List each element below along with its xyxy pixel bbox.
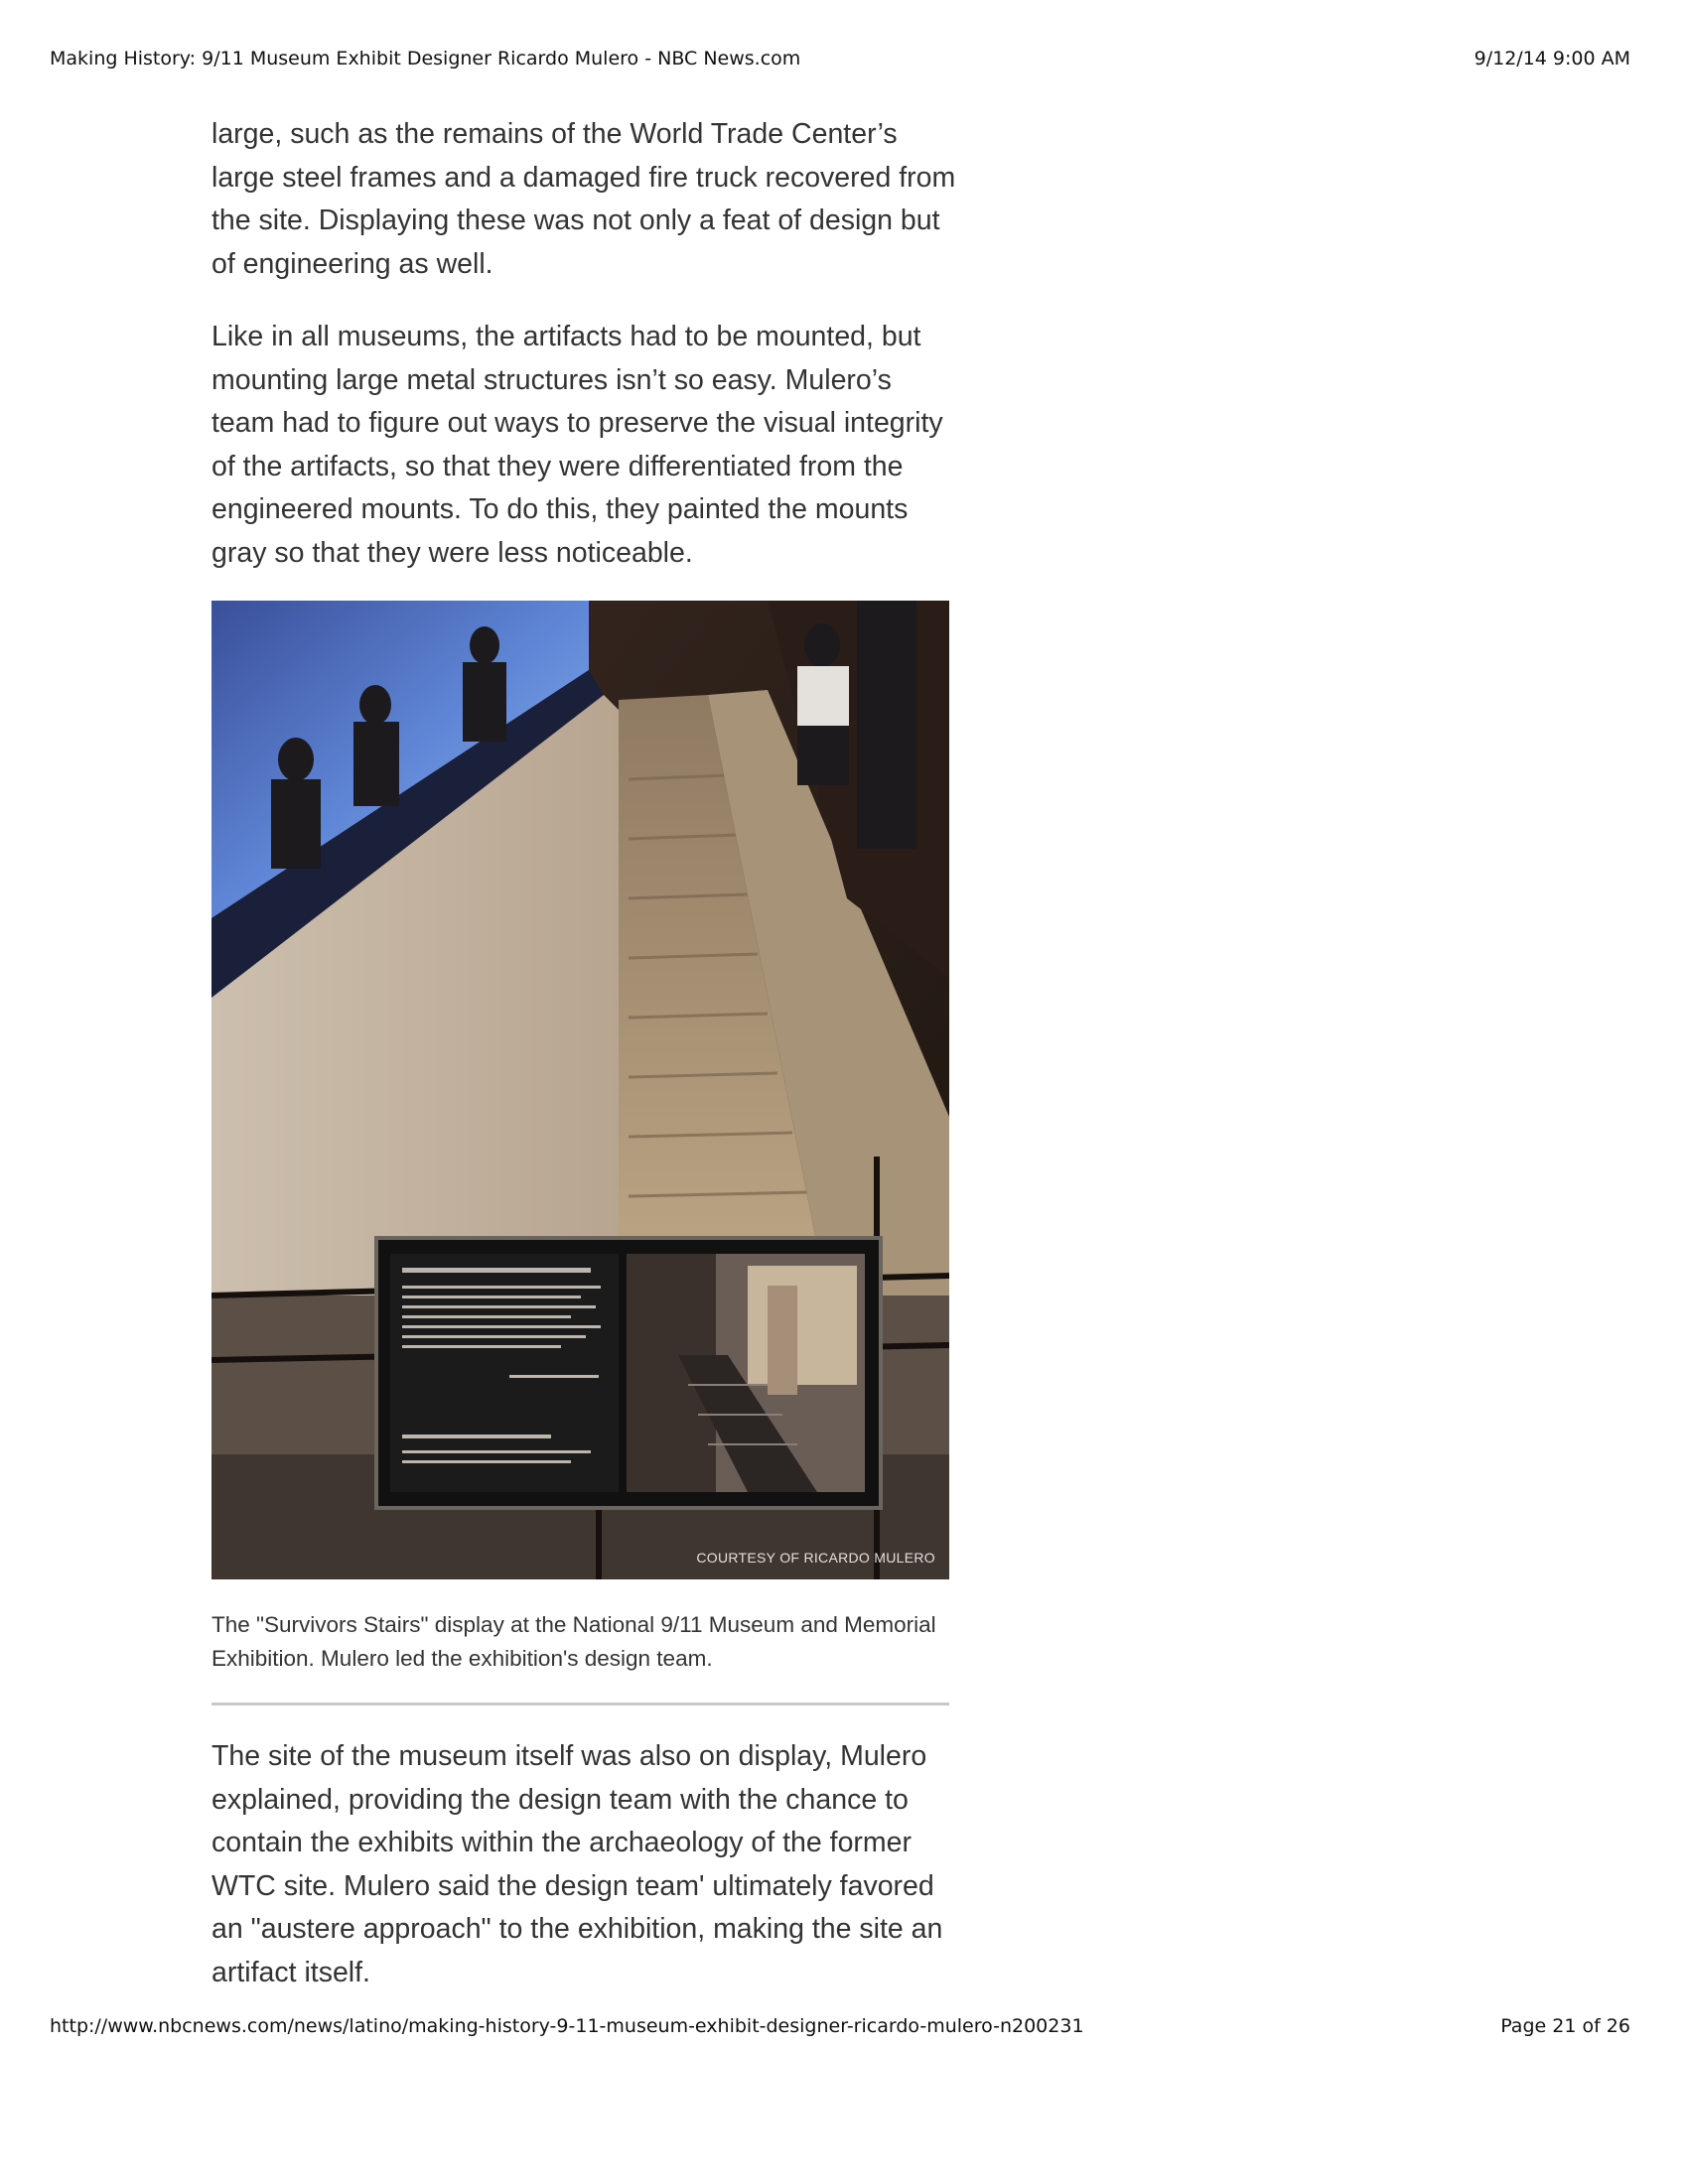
exhibit-sign — [376, 1238, 881, 1508]
article-paragraph: The site of the museum itself was also on display, Mulero explained, providing the design team with the chance to contain the exhibits within the archaeology of the former WTC site. Mulero said the design team' ultimately favored an "austere approach" to the exhibition, making the site an artifact itself. — [211, 1740, 943, 1988]
print-header-datetime: 9/12/14 9:00 AM — [1474, 48, 1630, 69]
article-paragraph: large, such as the remains of the World Trade Center’s large steel frames and a damaged fire truck recovered from the site. Displaying these was not only a feat of design but of engineering as well. — [211, 118, 956, 280]
print-header — [50, 48, 1630, 69]
print-footer — [50, 2015, 1630, 2037]
print-footer-url: http://www.nbcnews.com/news/latino/making-history-9-11-museum-exhibit-designer-ricardo-mulero-n200231 — [50, 2015, 1084, 2037]
article-paragraph: Like in all museums, the artifacts had to be mounted, but mounting large metal structures isn’t so easy. Mulero’s team had to figure out ways to preserve the visual integrity of the artifacts, so that they were differentiated from the engineered mounts. To do this, they painted the mounts gray so that they were less noticeable. — [211, 321, 943, 569]
photo-illustration — [211, 601, 949, 1579]
photo-caption: The "Survivors Stairs" display at the National 9/11 Museum and Memorial Exhibition. Mulero led the exhibition's design team. — [211, 1612, 936, 1671]
survivors-stairs-photo — [211, 601, 949, 1579]
caption-divider — [211, 1703, 949, 1706]
print-footer-page: Page 21 of 26 — [1500, 2015, 1630, 2037]
photo-credit: COURTESY OF RICARDO MULERO — [696, 1550, 935, 1566]
article-body-top — [211, 113, 958, 575]
print-header-title: Making History: 9/11 Museum Exhibit Designer Ricardo Mulero - NBC News.com — [50, 48, 801, 69]
article-body-bottom — [211, 1735, 958, 1994]
